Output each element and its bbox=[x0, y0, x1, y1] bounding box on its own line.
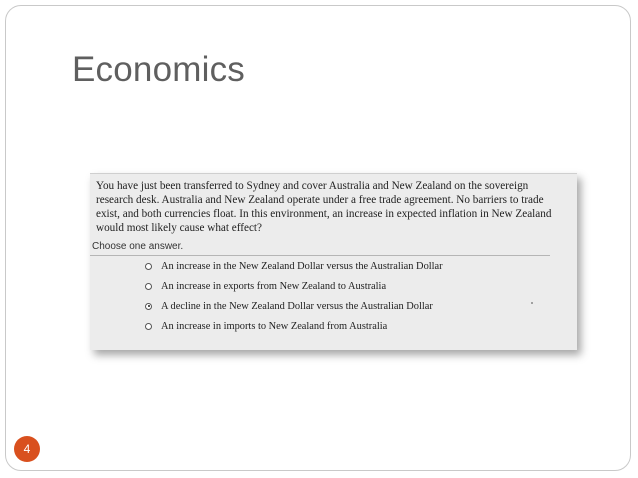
radio-button-icon[interactable] bbox=[145, 263, 152, 270]
radio-button-icon[interactable] bbox=[145, 323, 152, 330]
quiz-question-card bbox=[90, 173, 577, 350]
answer-option-label: A decline in the New Zealand Dollar versus the Australian Dollar bbox=[161, 300, 433, 312]
stray-dot bbox=[531, 302, 533, 304]
choose-one-answer-label: Choose one answer. bbox=[92, 241, 184, 252]
answer-option-label: An increase in imports to New Zealand from Australia bbox=[161, 320, 388, 332]
answer-option-3[interactable] bbox=[145, 299, 433, 313]
answer-option-label: An increase in the New Zealand Dollar versus the Australian Dollar bbox=[161, 260, 443, 272]
radio-button-selected-icon[interactable] bbox=[145, 303, 152, 310]
answer-option-2[interactable] bbox=[145, 279, 386, 293]
page-number-badge: 4 bbox=[14, 436, 40, 462]
answer-option-1[interactable] bbox=[145, 259, 443, 273]
slide-title: Economics bbox=[72, 50, 245, 89]
radio-button-icon[interactable] bbox=[145, 283, 152, 290]
answer-option-4[interactable] bbox=[145, 319, 387, 333]
divider bbox=[90, 255, 550, 256]
answer-option-label: An increase in exports from New Zealand to Australia bbox=[161, 280, 387, 292]
question-text: You have just been transferred to Sydney and cover Australia and New Zealand on the sovereign research desk. Australia and New Zealand operate under a free trade agreement. No barriers to trade exist, and both currencies float. In this environment, an increase in expected inflation in New Zealand would most likely cause what effect? bbox=[96, 180, 552, 234]
